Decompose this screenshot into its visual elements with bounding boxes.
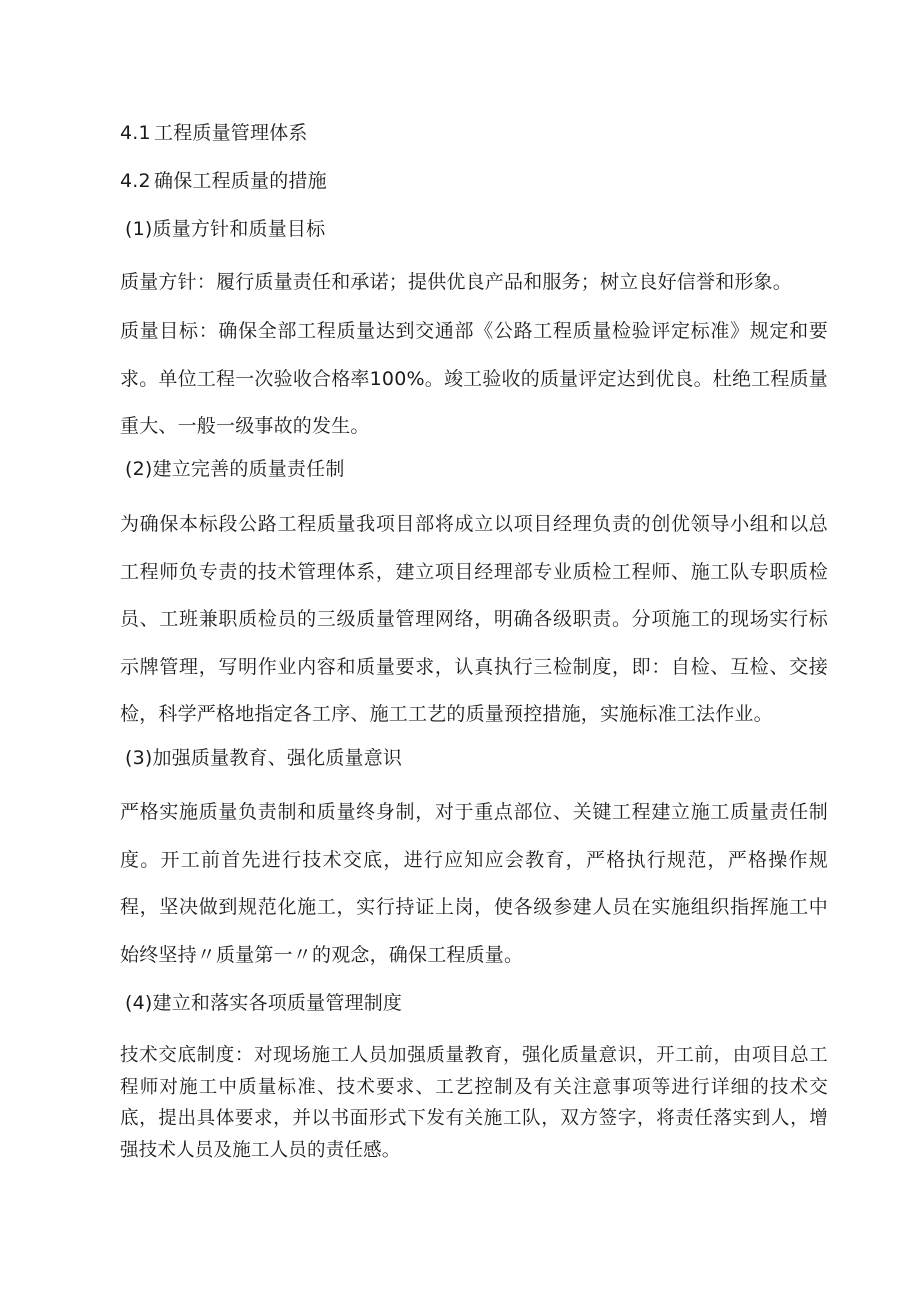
- paragraph-technical-disclosure: 技术交底制度：对现场施工人员加强质量教育，强化质量意识，开工前，由项目总工程师对施工中质量标准、技术要求、工艺控制及有关注意事项等进行详细的技术交底，提出具体要求，并以书面形式下发有关施工队，双方签字，将责任落实到人，增强技术人员及施工人员的责任感。: [120, 1045, 828, 1161]
- section-title: 确保工程质量的措施: [154, 170, 327, 192]
- section-heading-4-1: [120, 120, 308, 146]
- paragraph-quality-target: 质量目标：确保全部工程质量达到交通部《公路工程质量检验评定标准》规定和要求。单位工程一次验收合格率100%。竣工验收的质量评定达到优良。杜绝工程质量重大、一般一级事故的发生。: [120, 320, 828, 437]
- paragraph-quality-policy: 质量方针：履行质量责任和承诺；提供优良产品和服务；树立良好信誉和形象。: [120, 271, 793, 293]
- item-heading-2: (2)建立完善的质量责任制: [125, 458, 345, 480]
- section-number: 4.2: [120, 170, 151, 192]
- section-title: 工程质量管理体系: [154, 122, 308, 144]
- paragraph-responsibility-system: 为确保本标段公路工程质量我项目部将成立以项目经理负责的创优领导小组和以总工程师负专责的技术管理体系，建立项目经理部专业质检工程师、施工队专职质检员、工班兼职质检员的三级质量管理网络，明确各级职责。分项施工的现场实行标示牌管理，写明作业内容和质量要求，认真执行三检制度，即：自检、互检、交接检，科学严格地指定各工序、施工工艺的质量预控措施，实施标准工法作业。: [120, 513, 828, 725]
- section-heading-4-2: [120, 168, 327, 194]
- item-heading-4: (4)建立和落实各项质量管理制度: [125, 992, 403, 1014]
- paragraph-quality-education: 严格实施质量负责制和质量终身制，对于重点部位、关键工程建立施工质量责任制度。开工前首先进行技术交底，进行应知应会教育，严格执行规范，严格操作规程，坚决做到规范化施工，实行持证上岗，使各级参建人员在实施组织指挥施工中始终坚持〃质量第一〃的观念，确保工程质量。: [120, 801, 828, 966]
- item-heading-1: (1)质量方针和质量目标: [125, 218, 326, 240]
- item-heading-3: (3)加强质量教育、强化质量意识: [125, 747, 403, 769]
- section-number: 4.1: [120, 122, 151, 144]
